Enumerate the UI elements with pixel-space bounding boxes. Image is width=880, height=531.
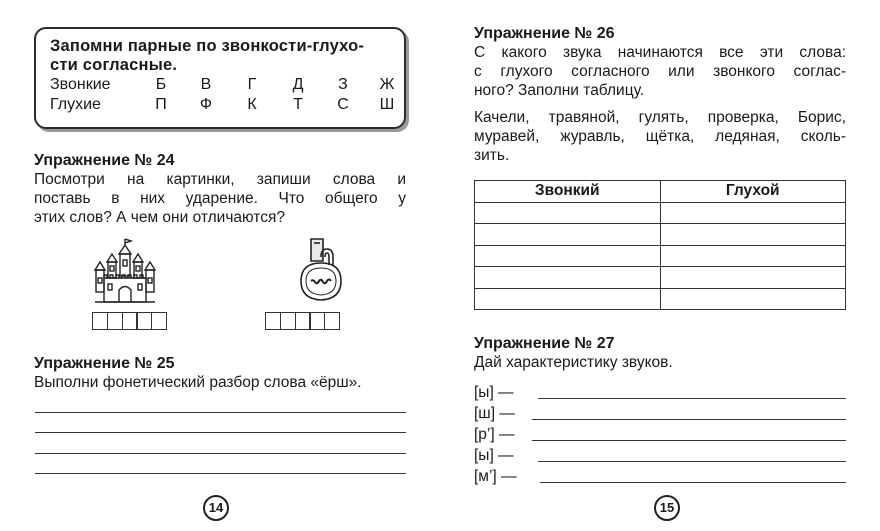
voiced-letter: В xyxy=(200,76,212,93)
table-row xyxy=(475,288,846,310)
castle-answer-boxes[interactable] xyxy=(92,312,167,330)
sound-row xyxy=(474,383,846,403)
voiced-letter: Г xyxy=(247,76,257,93)
sound-label: [ы] — xyxy=(474,384,514,401)
table-row xyxy=(475,267,846,289)
ex24-title: Упражнение № 24 xyxy=(34,152,175,169)
answer-line[interactable] xyxy=(538,398,846,399)
table-row xyxy=(475,245,846,267)
table-cell[interactable] xyxy=(475,267,661,289)
page-number: 14 xyxy=(203,495,229,521)
voiced-letter: З xyxy=(338,76,348,93)
table-row xyxy=(475,224,846,246)
letter-cell[interactable] xyxy=(122,312,138,330)
ex26-q-line3: ного? Заполни таблицу. xyxy=(474,82,645,99)
ex27-title: Упражнение № 27 xyxy=(474,335,615,352)
sound-row xyxy=(474,404,846,424)
answer-line[interactable] xyxy=(35,432,406,433)
letter-cell[interactable] xyxy=(309,312,325,330)
answer-line[interactable] xyxy=(532,419,846,420)
sound-label: [ы] — xyxy=(474,447,514,464)
table-cell[interactable] xyxy=(660,245,846,267)
padlock-answer-boxes[interactable] xyxy=(265,312,340,330)
table-cell[interactable] xyxy=(660,224,846,246)
voiced-voiceless-table xyxy=(474,180,846,310)
voiced-row xyxy=(50,75,395,95)
letter-cell[interactable] xyxy=(151,312,167,330)
table-cell[interactable] xyxy=(660,267,846,289)
voiced-letter: Б xyxy=(155,76,167,93)
ex25-title: Упражнение № 25 xyxy=(34,355,175,372)
ex24-line3: этих слов? А чем они отличаются? xyxy=(34,209,285,226)
sound-row xyxy=(474,446,846,466)
table-cell[interactable] xyxy=(660,288,846,310)
rule-title-line1: Запомни парные по звонкости-глухо- xyxy=(50,37,365,55)
sound-label: [м’] — xyxy=(474,468,517,485)
rule-box xyxy=(34,27,406,129)
castle-picture xyxy=(93,238,157,304)
voiceless-letter: Т xyxy=(293,96,303,113)
sound-row xyxy=(474,467,846,487)
letter-cell[interactable] xyxy=(265,312,281,330)
ex24-line1: Посмотри на картинки, запиши слова и xyxy=(34,171,406,188)
answer-line[interactable] xyxy=(538,461,846,462)
answer-line[interactable] xyxy=(35,412,406,413)
sound-label: [ш] — xyxy=(474,405,515,422)
table-cell[interactable] xyxy=(475,245,661,267)
table-cell[interactable] xyxy=(475,224,661,246)
table-header-voiced: Звонкий xyxy=(475,181,661,203)
voiceless-row xyxy=(50,95,395,115)
table-cell[interactable] xyxy=(660,202,846,224)
voiceless-letter: Ф xyxy=(199,96,213,113)
table-header-voiceless: Глухой xyxy=(660,181,846,203)
answer-line[interactable] xyxy=(35,473,406,474)
ex27-text: Дай характеристику звуков. xyxy=(474,354,673,371)
table-cell[interactable] xyxy=(475,288,661,310)
voiceless-label: Глухие xyxy=(50,96,101,113)
voiced-letter: Д xyxy=(292,76,304,93)
table-row xyxy=(475,202,846,224)
voiced-label: Звонкие xyxy=(50,76,111,93)
sound-label: [р’] — xyxy=(474,426,515,443)
voiceless-letter: Ш xyxy=(379,96,395,113)
answer-line[interactable] xyxy=(35,453,406,454)
letter-cell[interactable] xyxy=(136,312,152,330)
page-number: 15 xyxy=(654,495,680,521)
ex26-words-line3: зить. xyxy=(474,147,510,164)
letter-cell[interactable] xyxy=(324,312,340,330)
sound-row xyxy=(474,425,846,445)
ex26-words-line1: Качели, травяной, гулять, проверка, Борис, xyxy=(474,109,846,126)
ex24-line2: поставь в них ударение. Что общего у xyxy=(34,190,406,207)
answer-line[interactable] xyxy=(540,482,846,483)
voiceless-letter: П xyxy=(155,96,167,113)
ex26-q-line2: с глухого согласного или звонкого соглас- xyxy=(474,63,846,80)
ex26-words-line2: муравей, журавль, щётка, ледяная, сколь- xyxy=(474,128,846,145)
voiceless-letter: С xyxy=(337,96,349,113)
letter-cell[interactable] xyxy=(107,312,123,330)
answer-line[interactable] xyxy=(532,440,846,441)
voiceless-letter: К xyxy=(247,96,257,113)
letter-cell[interactable] xyxy=(295,312,311,330)
ex26-title: Упражнение № 26 xyxy=(474,25,615,42)
ex25-text: Выполни фонетический разбор слова «ёрш». xyxy=(34,374,362,391)
voiced-letter: Ж xyxy=(379,76,395,93)
letter-cell[interactable] xyxy=(92,312,108,330)
rule-title-line2: сти согласные. xyxy=(50,56,178,74)
table-cell[interactable] xyxy=(475,202,661,224)
ex26-q-line1: С какого звука начинаются все эти слова: xyxy=(474,44,846,61)
padlock-picture xyxy=(297,237,345,303)
letter-cell[interactable] xyxy=(280,312,296,330)
